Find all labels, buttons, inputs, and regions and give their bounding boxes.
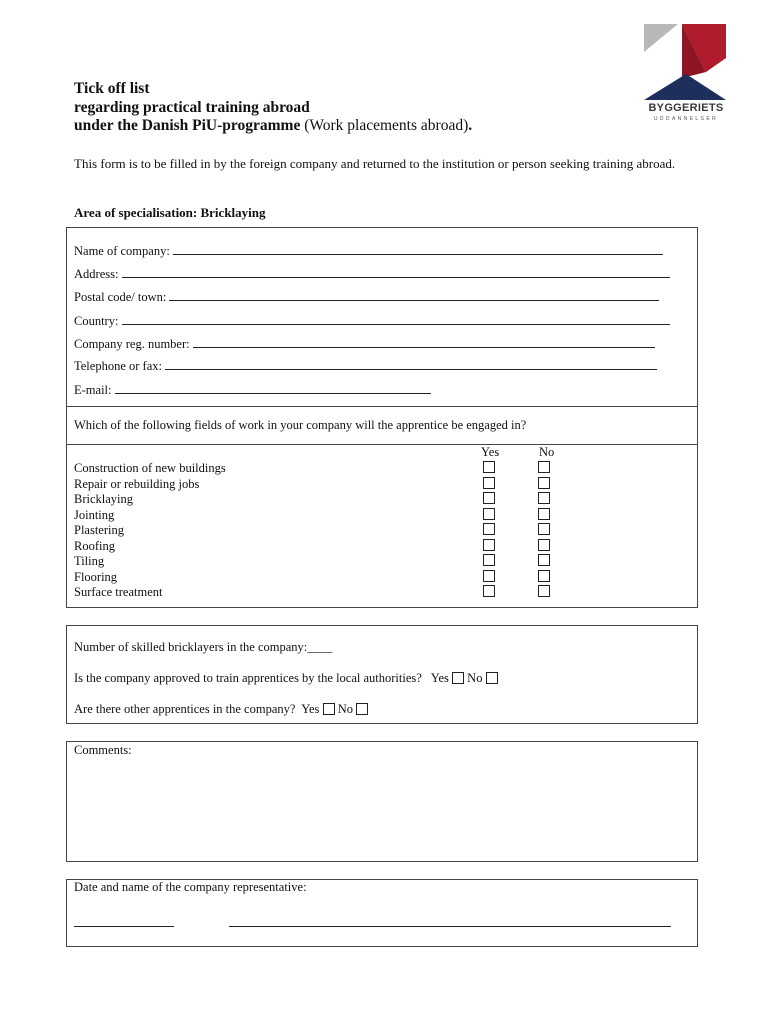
intro-text: This form is to be filled in by the foreign company and returned to the institution or person seeking training abroad.: [74, 156, 676, 171]
bricklaying-yes-checkbox[interactable]: [483, 492, 495, 504]
email-row: [74, 382, 431, 398]
approved-yes-label: Yes: [430, 671, 449, 685]
tiling-yes-checkbox[interactable]: [483, 554, 495, 566]
title-line-1: Tick off list: [74, 80, 150, 97]
postal-code-field[interactable]: [169, 289, 659, 301]
skilled-bricklayers-question: Number of skilled bricklayers in the company:____: [74, 640, 333, 654]
company-name-field[interactable]: [173, 243, 663, 255]
other-yes-checkbox[interactable]: [323, 703, 335, 715]
postal-code-label: Postal code/ town:: [74, 290, 167, 304]
title-line-3-normal: (Work placements abroad): [300, 117, 469, 134]
repair-yes-checkbox[interactable]: [483, 477, 495, 489]
surface-no-checkbox[interactable]: [538, 585, 550, 597]
field-bricklaying-label: Bricklaying: [74, 492, 134, 506]
approved-yes-checkbox[interactable]: [452, 672, 464, 684]
fields-question: Which of the following fields of work in your company will the apprentice be engaged in?: [74, 418, 527, 432]
plastering-no-checkbox[interactable]: [538, 523, 550, 535]
field-flooring-label: Flooring: [74, 570, 118, 584]
field-surface-label: Surface treatment: [74, 585, 163, 599]
field-jointing-label: Jointing: [74, 508, 115, 522]
email-field[interactable]: [115, 382, 431, 394]
country-row: [74, 313, 670, 329]
telephone-label: Telephone or fax:: [74, 359, 162, 373]
approved-question: Is the company approved to train apprentices by the local authorities?: [74, 671, 422, 685]
tiling-no-checkbox[interactable]: [538, 554, 550, 566]
field-roofing-label: Roofing: [74, 539, 115, 553]
approved-question-row: [74, 671, 498, 686]
jointing-no-checkbox[interactable]: [538, 508, 550, 520]
title-line-3-bold: under the Danish PiU-programme: [74, 117, 301, 134]
title-line-3-end: .: [468, 117, 473, 134]
roofing-no-checkbox[interactable]: [538, 539, 550, 551]
repair-no-checkbox[interactable]: [538, 477, 550, 489]
construction-no-checkbox[interactable]: [538, 461, 550, 473]
yes-column-header: Yes: [481, 445, 500, 459]
field-tiling-label: Tiling: [74, 554, 105, 568]
approved-no-checkbox[interactable]: [486, 672, 498, 684]
title-line-2: regarding practical training abroad: [74, 98, 310, 116]
address-label: Address:: [74, 267, 119, 281]
byggeriets-logo: [642, 22, 728, 126]
logo-mark-icon: [642, 22, 728, 102]
country-field[interactable]: [122, 313, 670, 325]
address-field[interactable]: [122, 266, 670, 278]
field-construction-label: Construction of new buildings: [74, 461, 226, 475]
logo-name: BYGGERIETS: [648, 102, 724, 114]
address-row: [74, 266, 670, 282]
plastering-yes-checkbox[interactable]: [483, 523, 495, 535]
postal-code-row: [74, 289, 659, 305]
comments-box[interactable]: [66, 741, 698, 862]
construction-yes-checkbox[interactable]: [483, 461, 495, 473]
flooring-yes-checkbox[interactable]: [483, 570, 495, 582]
approved-no-label: No: [467, 671, 483, 685]
page-title: [74, 80, 472, 136]
roofing-yes-checkbox[interactable]: [483, 539, 495, 551]
telephone-row: [74, 358, 657, 374]
other-apprentices-question: Are there other apprentices in the company?: [74, 702, 296, 716]
company-reg-field[interactable]: [193, 336, 655, 348]
company-reg-label: Company reg. number:: [74, 337, 190, 351]
jointing-yes-checkbox[interactable]: [483, 508, 495, 520]
email-label: E-mail:: [74, 383, 112, 397]
area-of-specialisation: Area of specialisation: Bricklaying: [74, 205, 266, 220]
title-line-3: [74, 117, 472, 136]
flooring-no-checkbox[interactable]: [538, 570, 550, 582]
other-no-label: No: [337, 702, 353, 716]
other-no-checkbox[interactable]: [356, 703, 368, 715]
signature-label: Date and name of the company representative:: [74, 880, 307, 894]
no-column-header: No: [539, 445, 555, 459]
country-label: Country:: [74, 314, 119, 328]
field-repair-label: Repair or rebuilding jobs: [74, 477, 200, 491]
other-yes-label: Yes: [301, 702, 320, 716]
comments-label: Comments:: [74, 743, 132, 757]
field-plastering-label: Plastering: [74, 523, 124, 537]
company-reg-row: [74, 336, 655, 352]
other-apprentices-row: [74, 702, 368, 717]
company-name-row: [74, 243, 663, 259]
representative-name-line[interactable]: [229, 926, 671, 927]
logo-subtitle: UDDANNELSER: [653, 116, 719, 122]
bricklaying-no-checkbox[interactable]: [538, 492, 550, 504]
company-name-label: Name of company:: [74, 244, 170, 258]
telephone-field[interactable]: [165, 358, 657, 370]
date-line[interactable]: [74, 926, 174, 927]
surface-yes-checkbox[interactable]: [483, 585, 495, 597]
